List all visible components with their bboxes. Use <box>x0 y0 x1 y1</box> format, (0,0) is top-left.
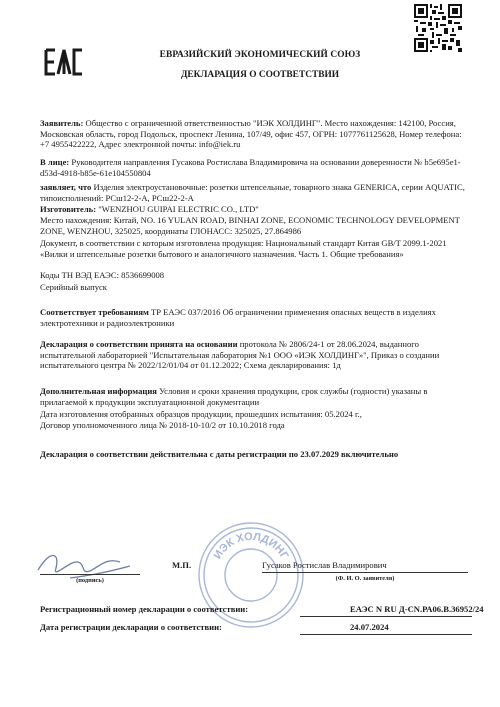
signature-line <box>40 574 140 575</box>
applicant-label: Заявитель: <box>40 118 84 128</box>
person-text: Руководителя направления Гусакова Ростислава Владимировича на основании доверенности № b5e695e1-d53d-4918-b85e-61e104550804 <box>40 157 461 178</box>
signature-caption: (подпись) <box>76 577 104 584</box>
name-caption: (Ф. И. О. заявителя) <box>335 575 395 582</box>
additional-info-paragraph <box>40 386 472 407</box>
basis-text: протокола № 2806/24-1 от 28.06.2024, выданного испытательной лабораторией "Испытательная лаборатория №1 ООО «ИЭК ХОЛДИНГ»", Приказ о создании испытательного центра № 2022/12/01/04 от 01.12.2022; Схема декларирования: 1д <box>40 339 440 371</box>
registration-number-label: Регистрационный номер декларации о соответствии: <box>40 604 249 614</box>
person-label: В лице: <box>40 157 70 167</box>
authorized-contract: Договор уполномоченного лица № 2018-10-10/2 от 10.10.2018 года <box>40 420 285 430</box>
basis-paragraph <box>40 339 472 371</box>
applicant-paragraph <box>40 118 472 150</box>
registration-date-line <box>300 634 472 635</box>
stamp-place-label: М.П. <box>172 560 192 570</box>
manufacturer-address: Место нахождения: Китай, NO. 16 YULAN ROAD, BINHAI ZONE, ECONOMIC TECHNOLOGY DEVELOPMENT ZONE, WENZHOU, 325025, координаты ГЛОНАСС: 325025, 27.864986 <box>40 215 460 236</box>
registration-date-value: 24.07.2024 <box>350 622 389 632</box>
name-line <box>262 572 468 573</box>
document-title: ДЕКЛАРАЦИЯ О СООТВЕТСТВИИ <box>180 70 340 80</box>
sample-date: Дата изготовления отобранных образцов продукции, прошедших испытания: 05.2024 г., <box>40 409 362 419</box>
production-document: Документ, в соответствии с которым изготовлена продукция: Национальный стандарт Китая GB/T 2099.1-2021 «Вилки и штепсельные розетки бытового и аналогичного назначения. Часть 1. Общие требования» <box>40 238 447 259</box>
requirements-text: ТР ЕАЭС 037/2016 Об ограничении применения опасных веществ в изделиях электротехники и радиоэлектроники <box>40 307 436 328</box>
product-label: заявляет, что <box>40 182 92 192</box>
manufacturer-label: Изготовитель: <box>40 204 97 214</box>
validity-statement: Декларация о соответствии действительна с даты регистрации по 23.07.2029 включительно <box>40 449 399 459</box>
qr-code-icon <box>414 4 462 52</box>
manufacturer-paragraph <box>40 204 472 215</box>
requirements-label: Соответствует требованиям <box>40 307 149 317</box>
serial-release: Серийный выпуск <box>40 282 107 292</box>
basis-label: Декларация о соответствии принята на основании <box>40 339 238 349</box>
signer-name: Гусаков Ростислав Владимирович <box>262 560 387 570</box>
eac-logo-icon <box>44 46 84 78</box>
product-text: Изделия электроустановочные: розетки штепсельные, товарного знака GENERICA, серии AQUATIC, типоисполнений: РСш12-2-А, РСш22-2-А <box>40 182 465 203</box>
union-title: ЕВРАЗИЙСКИЙ ЭКОНОМИЧЕСКИЙ СОЮЗ <box>159 50 361 60</box>
manufacturer-name: "WENZHOU GUIPAI ELECTRIC CO., LTD" <box>96 204 259 214</box>
stamp-text: ИЭК ХОЛДИНГ <box>211 530 291 562</box>
additional-info-text: Условия и сроки хранения продукции, срок службы (годности) указаны в прилагаемой к продукции эксплуатационной документации <box>40 386 428 407</box>
applicant-text: Общество с ограниченной ответственностью "ИЭК ХОЛДИНГ". Место нахождения: 142100, Россия, Московская область, город Подольск, проспект Ленина, 107/49, офис 457, ОГРН: 1077761125628, Номер телефона: +7 4955422222, Адрес электронной почты: info@iek.ru <box>40 118 462 150</box>
customs-codes: Коды ТН ВЭД ЕАЭС: 8536699008 <box>40 270 165 280</box>
product-paragraph <box>40 182 472 203</box>
additional-info-label: Дополнительная информация <box>40 386 157 396</box>
requirements-paragraph <box>40 307 472 328</box>
registration-date-label: Дата регистрации декларации о соответствии: <box>40 622 222 632</box>
registration-number-value: ЕАЭС N RU Д-CN.РА06.В.36952/24 <box>350 604 484 614</box>
person-paragraph <box>40 157 472 178</box>
registration-number-line <box>300 616 472 617</box>
